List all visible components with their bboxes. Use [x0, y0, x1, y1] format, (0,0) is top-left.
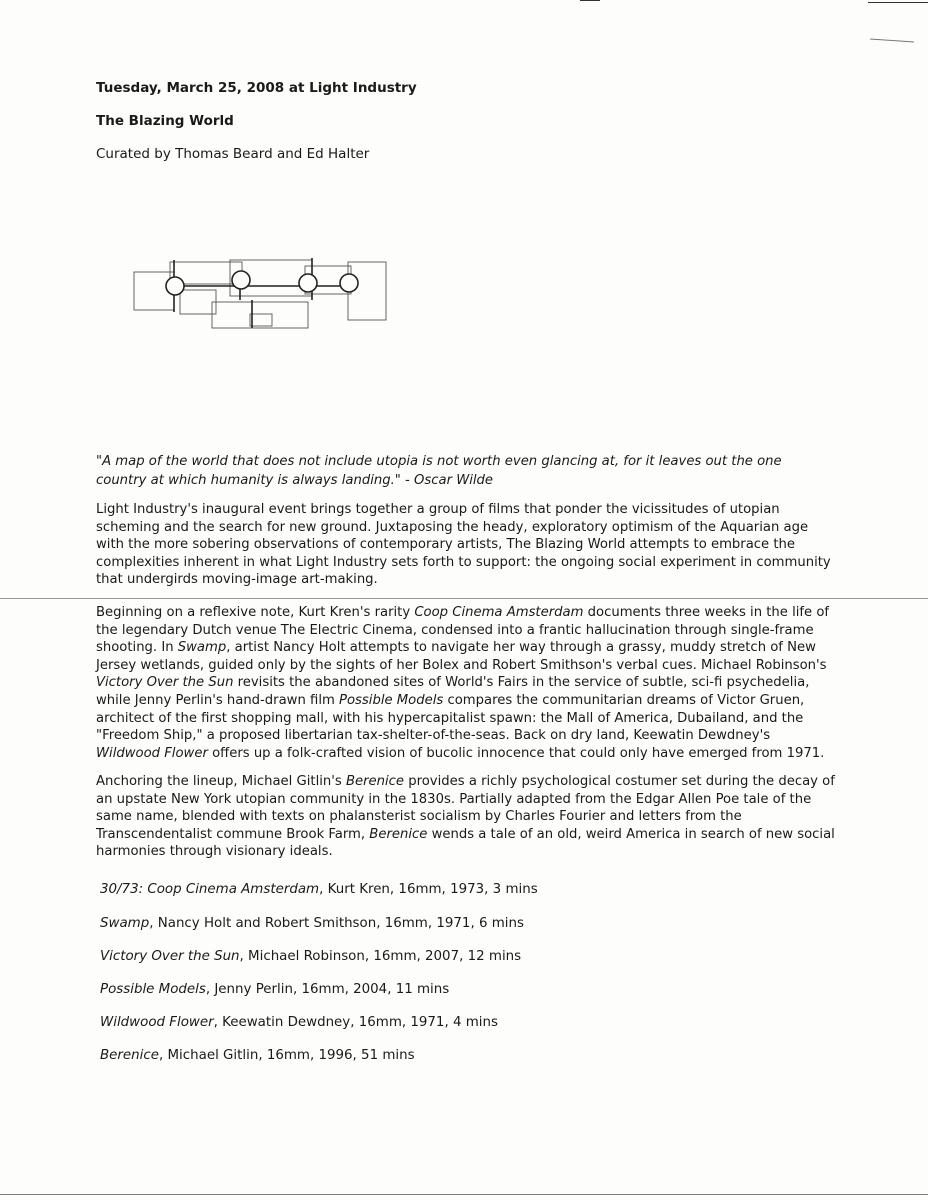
film-details: , Michael Robinson, 16mm, 2007, 12 mins: [239, 949, 522, 964]
film-title-inline: Berenice: [345, 774, 405, 789]
paragraph-intro: Light Industry's inaugural event brings together a group of films that ponder the vicissitudes of utopian scheming and the search for new ground. Juxtaposing the heady, exploratory optimism of the Aquarian age with the more sobering observations of contemporary artists, The Blazing World attempts to embrace the complexities inherent in what Light Industry sets forth to support: the ongoing social experiment in community that undergirds moving-image art-making.: [96, 502, 831, 588]
film-title-inline: Possible Models: [339, 692, 444, 708]
page-fold-line: [0, 598, 928, 599]
film-title-inline: Coop Cinema Amsterdam: [414, 605, 584, 620]
hand-drawn-schematic: [120, 250, 400, 340]
scan-mark-right: [870, 38, 914, 42]
schematic-rect: [180, 290, 216, 314]
paragraph-text: Beginning on a reflexive note, Kurt Kren's rarity: [96, 605, 415, 620]
paragraph-text: offers up a folk-crafted vision of bucolic innocence that could only have emerged from 1971.: [207, 745, 825, 761]
paragraph-text: wends a tale of an old, weird America in search of new social harmonies through visionary ideals.: [96, 826, 835, 860]
film-title: Possible Models: [100, 982, 206, 997]
film-title: Wildwood Flower: [100, 1015, 214, 1030]
scan-mark-bottom: [0, 1194, 928, 1195]
film-item: [100, 982, 449, 997]
paragraph-text: , artist Nancy Holt attempts to navigate her way through a grassy, muddy stretch of New Jersey wetlands, guided only by the sights of her Bolex and Robert Smithson's verbal cues. Michael Robinson's: [96, 640, 827, 673]
scan-mark-top: [580, 0, 600, 1]
film-item: [100, 882, 538, 897]
schematic-circle: [299, 274, 317, 292]
film-title: Swamp: [100, 916, 150, 931]
paragraph-text: Anchoring the lineup, Michael Gitlin's: [96, 774, 346, 789]
epigraph-text: "A map of the world that does not include utopia is not worth even glancing at, for it leaves out the one country at which humanity is always landing.": [96, 454, 782, 488]
paragraph-text: compares the communitarian dreams of Victor Gruen, architect of the first shopping mall, with his hypercapitalist spawn: the Mall of America, Dubailand, and the "Freedom Ship," a proposed libertarian tax-shelter-of-the-seas. Back on dry land, Keewatin Dewdney's: [96, 692, 805, 744]
epigraph: [96, 452, 816, 490]
scan-mark-top-right: [868, 2, 928, 3]
film-details: , Michael Gitlin, 16mm, 1996, 51 mins: [158, 1048, 415, 1063]
paragraph-berenice: [96, 773, 836, 861]
schematic-rect: [250, 314, 272, 326]
schematic-circle: [232, 271, 250, 289]
film-title-inline: Victory Over the Sun: [96, 675, 234, 691]
paragraph-text: documents three weeks in the life of the legendary Dutch venue The Electric Cinema, condensed into a frantic hallucination through single-frame shooting. In: [96, 605, 830, 656]
curated-by-line: Curated by Thomas Beard and Ed Halter: [96, 146, 370, 162]
event-date-line: Tuesday, March 25, 2008 at Light Industry: [96, 80, 417, 96]
film-title-inline: Wildwood Flower: [96, 745, 208, 761]
film-details: , Jenny Perlin, 16mm, 2004, 11 mins: [205, 982, 450, 997]
event-title: The Blazing World: [96, 113, 234, 129]
film-details: , Nancy Holt and Robert Smithson, 16mm, 1971, 6 mins: [149, 916, 524, 931]
film-item: [100, 949, 521, 964]
film-title-inline: Swamp: [177, 640, 227, 656]
film-title-inline: Berenice: [369, 826, 428, 842]
schematic-circle: [166, 277, 184, 295]
film-item: [100, 1048, 415, 1063]
paragraph-text: revisits the abandoned sites of World's Fairs in the service of subtle, sci-fi psychedelia, while Jenny Perlin's hand-drawn film: [96, 675, 810, 708]
schematic-rect: [212, 302, 308, 328]
film-title: Berenice: [100, 1048, 159, 1063]
film-title: 30/73: Coop Cinema Amsterdam: [100, 882, 320, 897]
film-title: Victory Over the Sun: [100, 949, 240, 964]
schematic-circle: [340, 274, 358, 292]
paragraph-text: provides a richly psychological costumer set during the decay of an upstate New York utopian community in the 1830s. Partially adapted from the Edgar Allen Poe tale of the same name, blended with texts on phalansterist socialism by Charles Fourier and letters from the Transcendentalist commune Brook Farm,: [96, 774, 835, 842]
paragraph-films: [96, 604, 836, 762]
epigraph-attribution: - Oscar Wilde: [405, 473, 494, 488]
film-item: [100, 1015, 498, 1030]
film-details: , Keewatin Dewdney, 16mm, 1971, 4 mins: [213, 1015, 498, 1030]
film-details: , Kurt Kren, 16mm, 1973, 3 mins: [319, 882, 538, 897]
film-item: [100, 916, 524, 931]
